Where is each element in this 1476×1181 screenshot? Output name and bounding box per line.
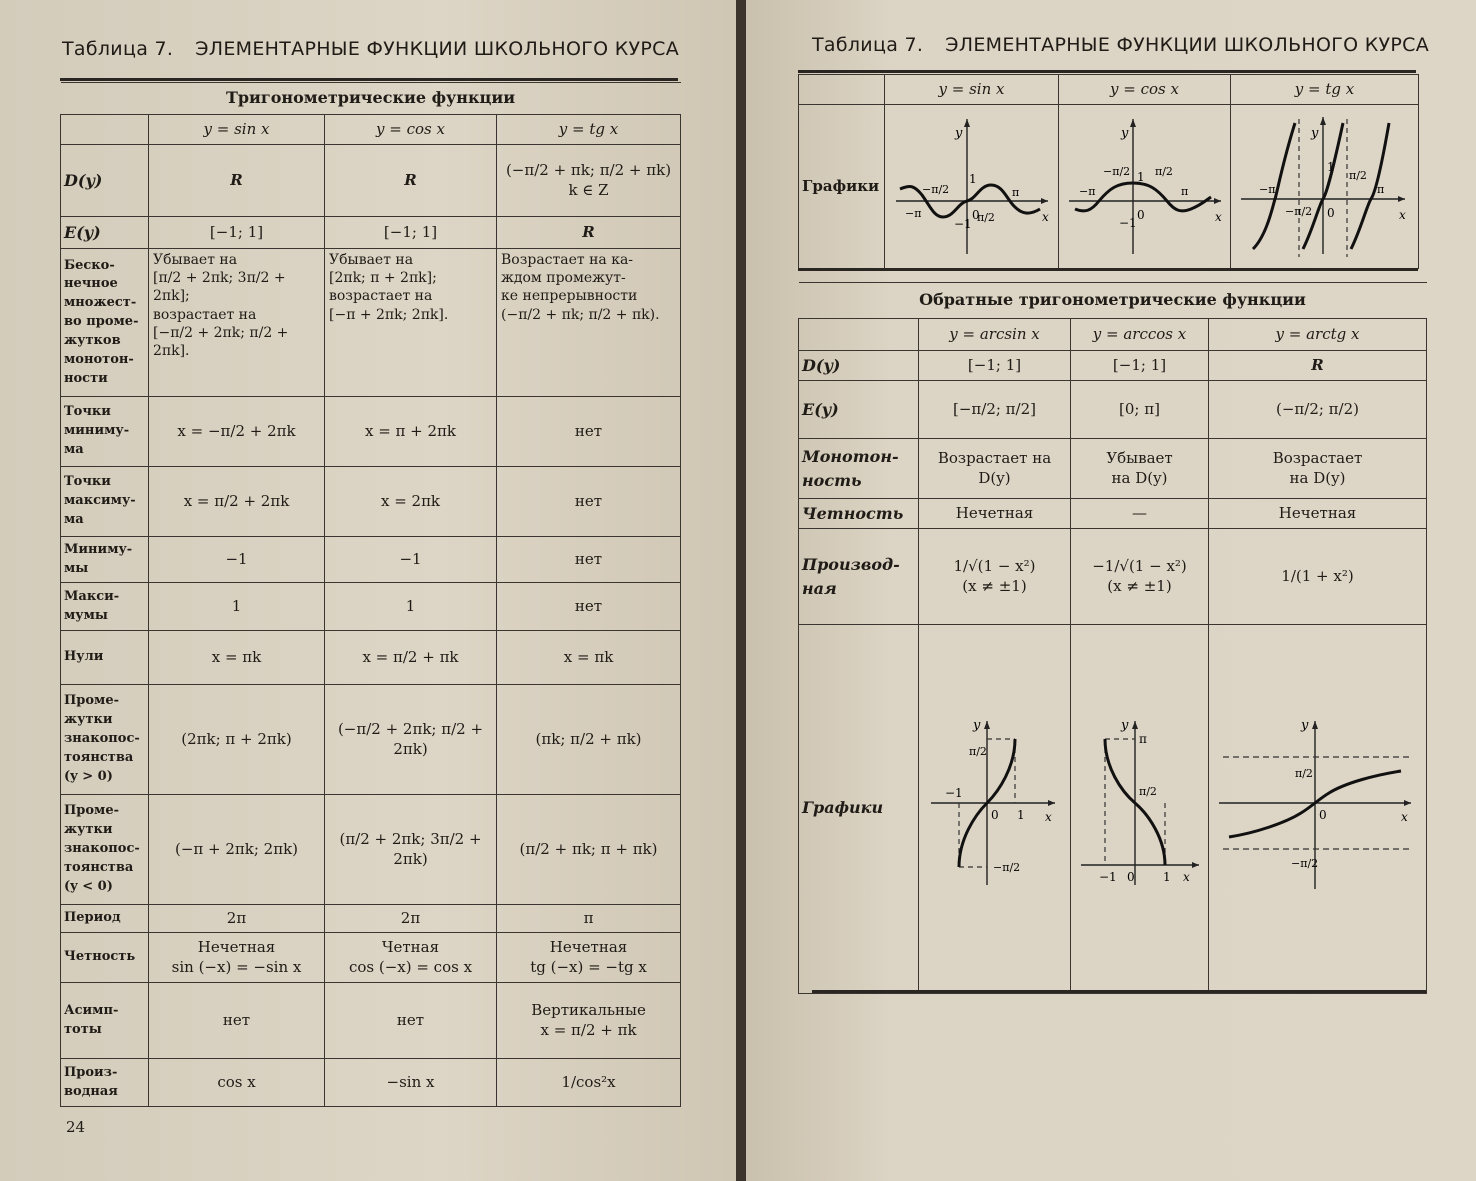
svg-text:0: 0 bbox=[990, 807, 999, 822]
svg-text:y: y bbox=[954, 125, 962, 141]
row-header: Точки миниму- ма bbox=[61, 397, 149, 467]
tg-graph-cell bbox=[1231, 105, 1419, 269]
table-cell: 1/(1 + x²) bbox=[1209, 529, 1427, 625]
table-title: ЭЛЕМЕНТАРНЫЕ ФУНКЦИИ ШКОЛЬНОГО КУРСА bbox=[945, 34, 1430, 56]
table-cell: 2π bbox=[149, 905, 325, 933]
table-row bbox=[61, 795, 681, 905]
table-cell: x = 2πk bbox=[325, 467, 497, 537]
table-cell: 1/cos²x bbox=[497, 1059, 681, 1107]
top-rule bbox=[798, 70, 1416, 73]
column-header: y = tg x bbox=[497, 115, 681, 145]
table-cell: — bbox=[1071, 499, 1209, 529]
table-label: Таблица 7. bbox=[812, 34, 924, 56]
arctg-graph-cell bbox=[1209, 622, 1427, 994]
row-header: Монотон- ность bbox=[799, 439, 919, 499]
table-cell: (−π/2 + 2πk; π/2 + 2πk) bbox=[325, 685, 497, 795]
cos-graph bbox=[1065, 109, 1225, 259]
table-row bbox=[61, 1059, 681, 1107]
svg-text:−π: −π bbox=[1258, 182, 1275, 196]
table-cell: нет bbox=[497, 467, 681, 537]
svg-text:0: 0 bbox=[1136, 207, 1145, 222]
table-cell: x = −π/2 + 2πk bbox=[149, 397, 325, 467]
svg-text:0: 0 bbox=[1127, 869, 1135, 884]
svg-text:π: π bbox=[1376, 182, 1384, 196]
mid-rule bbox=[798, 268, 1418, 271]
table-title: ЭЛЕМЕНТАРНЫЕ ФУНКЦИИ ШКОЛЬНОГО КУРСА bbox=[195, 38, 680, 60]
table-cell: нет bbox=[497, 397, 681, 467]
row-header: Производ- ная bbox=[799, 529, 919, 625]
top-rule bbox=[60, 78, 678, 81]
row-header: Миниму- мы bbox=[61, 537, 149, 583]
table-cell: Нечетная sin (−x) = −sin x bbox=[149, 933, 325, 983]
svg-text:y: y bbox=[1300, 717, 1308, 733]
table-cell: [0; π] bbox=[1071, 381, 1209, 439]
svg-text:1: 1 bbox=[1163, 869, 1171, 884]
corner-cell bbox=[799, 319, 919, 351]
row-header: Точки максиму- ма bbox=[61, 467, 149, 537]
table-row bbox=[61, 983, 681, 1059]
page-header bbox=[812, 34, 1429, 56]
table-row bbox=[61, 145, 681, 217]
svg-text:π/2: π/2 bbox=[1139, 784, 1157, 798]
table-cell: x = π/2 + πk bbox=[325, 631, 497, 685]
column-header: y = cos x bbox=[325, 115, 497, 145]
svg-text:0: 0 bbox=[1326, 205, 1335, 220]
svg-text:−π/2: −π/2 bbox=[1284, 204, 1312, 218]
svg-text:0: 0 bbox=[971, 207, 980, 222]
table-cell: Вертикальные x = π/2 + πk bbox=[497, 983, 681, 1059]
arccos-graph-cell bbox=[1071, 622, 1209, 994]
table-cell: x = π/2 + 2πk bbox=[149, 467, 325, 537]
svg-text:x: x bbox=[1214, 209, 1222, 224]
table-cell: Нечетная bbox=[919, 499, 1071, 529]
table-cell: Убывает на D(y) bbox=[1071, 439, 1209, 499]
arcsin-graph bbox=[925, 715, 1065, 895]
svg-text:−1: −1 bbox=[953, 216, 972, 231]
row-header: Асимп- тоты bbox=[61, 983, 149, 1059]
inverse-trig-table bbox=[798, 282, 1427, 625]
row-head-graphs: Графики bbox=[799, 105, 885, 269]
svg-text:x: x bbox=[1044, 809, 1052, 824]
svg-text:y: y bbox=[1310, 125, 1318, 141]
table-row bbox=[799, 499, 1427, 529]
table-cell: −sin x bbox=[325, 1059, 497, 1107]
arctg-graph bbox=[1215, 715, 1421, 895]
right-page bbox=[746, 0, 1476, 1181]
table-cell: x = πk bbox=[497, 631, 681, 685]
svg-text:−π/2: −π/2 bbox=[1290, 856, 1318, 870]
svg-text:y: y bbox=[1121, 717, 1129, 733]
table-cell: нет bbox=[497, 537, 681, 583]
table-cell: −1/√(1 − x²) (x ≠ ±1) bbox=[1071, 529, 1209, 625]
arcsin-graph-cell bbox=[919, 622, 1071, 994]
table-cell: R bbox=[325, 145, 497, 217]
row-header: D(y) bbox=[799, 351, 919, 381]
svg-text:−π/2: −π/2 bbox=[921, 182, 949, 196]
table-cell: (−π/2 + πk; π/2 + πk) k ∈ Z bbox=[497, 145, 681, 217]
cos-graph-cell bbox=[1059, 105, 1231, 269]
section-title: Обратные тригонометрические функции bbox=[799, 283, 1427, 319]
page-number: 24 bbox=[66, 1118, 86, 1136]
svg-text:−π: −π bbox=[1078, 184, 1095, 198]
svg-text:π/2: π/2 bbox=[968, 744, 987, 758]
row-head-graphs: Графики bbox=[799, 622, 919, 994]
row-header: Макси- мумы bbox=[61, 583, 149, 631]
table-row bbox=[61, 217, 681, 249]
arccos-graph bbox=[1075, 715, 1205, 895]
table-cell: R bbox=[1209, 351, 1427, 381]
svg-text:y: y bbox=[972, 717, 980, 733]
table-cell: [−1; 1] bbox=[149, 217, 325, 249]
row-header: Четность bbox=[61, 933, 149, 983]
table-cell: Убывает на [π/2 + 2πk; 3π/2 + 2πk]; возрастает на [−π/2 + 2πk; π/2 + 2πk]. bbox=[149, 249, 325, 397]
corner-cell bbox=[799, 75, 885, 105]
table-cell: Возрастает на D(y) bbox=[1209, 439, 1427, 499]
column-header: y = cos x bbox=[1059, 75, 1231, 105]
table-row bbox=[799, 351, 1427, 381]
trig-graphs-table bbox=[798, 74, 1419, 269]
table-row bbox=[61, 467, 681, 537]
svg-text:1: 1 bbox=[1136, 169, 1145, 184]
svg-text:x: x bbox=[1183, 869, 1190, 884]
corner-cell bbox=[61, 115, 149, 145]
svg-text:π/2: π/2 bbox=[976, 210, 995, 224]
table-row bbox=[61, 631, 681, 685]
table-cell: −1 bbox=[325, 537, 497, 583]
table-cell: 2π bbox=[325, 905, 497, 933]
svg-text:1: 1 bbox=[1016, 807, 1025, 822]
svg-text:−π: −π bbox=[904, 206, 921, 220]
table-cell: (π/2 + πk; π + πk) bbox=[497, 795, 681, 905]
table-cell: (πk; π/2 + πk) bbox=[497, 685, 681, 795]
table-cell: Убывает на [2πk; π + 2πk]; возрастает на [−π + 2πk; 2πk]. bbox=[325, 249, 497, 397]
svg-text:−1: −1 bbox=[1118, 215, 1137, 230]
table-cell: R bbox=[497, 217, 681, 249]
row-header: E(y) bbox=[799, 381, 919, 439]
svg-text:π/2: π/2 bbox=[1294, 766, 1313, 780]
table-cell: (π/2 + 2πk; 3π/2 + 2πk) bbox=[325, 795, 497, 905]
svg-text:x: x bbox=[1400, 809, 1408, 824]
table-cell: Четная cos (−x) = cos x bbox=[325, 933, 497, 983]
svg-text:1: 1 bbox=[968, 171, 977, 186]
table-cell: [−1; 1] bbox=[919, 351, 1071, 381]
row-header: Нули bbox=[61, 631, 149, 685]
table-row bbox=[61, 905, 681, 933]
table-label: Таблица 7. bbox=[62, 38, 174, 60]
table-cell: нет bbox=[149, 983, 325, 1059]
column-header: y = arctg x bbox=[1209, 319, 1427, 351]
row-header: Четность bbox=[799, 499, 919, 529]
table-row bbox=[61, 583, 681, 631]
table-cell: −1 bbox=[149, 537, 325, 583]
table-row bbox=[61, 685, 681, 795]
table-row bbox=[61, 537, 681, 583]
svg-text:π: π bbox=[1139, 731, 1147, 746]
bottom-rule bbox=[812, 990, 1426, 993]
table-row bbox=[61, 933, 681, 983]
table-row bbox=[799, 529, 1427, 625]
table-row bbox=[61, 397, 681, 467]
table-cell: Нечетная tg (−x) = −tg x bbox=[497, 933, 681, 983]
table-cell: x = π + 2πk bbox=[325, 397, 497, 467]
svg-text:1: 1 bbox=[1326, 159, 1335, 174]
section-title: Тригонометрические функции bbox=[61, 83, 681, 115]
row-header: Беско- нечное множест- во проме- жутков монотон- ности bbox=[61, 249, 149, 397]
svg-text:π/2: π/2 bbox=[1154, 164, 1173, 178]
table-cell: нет bbox=[325, 983, 497, 1059]
svg-text:−1: −1 bbox=[944, 785, 963, 800]
row-header: D(y) bbox=[61, 145, 149, 217]
column-header: y = arcsin x bbox=[919, 319, 1071, 351]
row-header: E(y) bbox=[61, 217, 149, 249]
table-cell: нет bbox=[497, 583, 681, 631]
table-row bbox=[799, 439, 1427, 499]
inverse-graphs-table bbox=[798, 622, 1427, 994]
sin-graph-cell bbox=[885, 105, 1059, 269]
column-header: y = arccos x bbox=[1071, 319, 1209, 351]
page-header bbox=[62, 38, 679, 60]
table-cell: 1/√(1 − x²) (x ≠ ±1) bbox=[919, 529, 1071, 625]
table-cell: [−1; 1] bbox=[325, 217, 497, 249]
table-cell: Нечетная bbox=[1209, 499, 1427, 529]
table-cell: π bbox=[497, 905, 681, 933]
table-row bbox=[61, 249, 681, 397]
svg-text:−π/2: −π/2 bbox=[1102, 164, 1130, 178]
row-header: Период bbox=[61, 905, 149, 933]
table-cell: cos x bbox=[149, 1059, 325, 1107]
row-header: Проме- жутки знакопос- тоянства (y < 0) bbox=[61, 795, 149, 905]
table-cell: (2πk; π + 2πk) bbox=[149, 685, 325, 795]
row-header: Произ- водная bbox=[61, 1059, 149, 1107]
table-cell: Возрастает на ка- ждом промежут- ке непрерывности (−π/2 + πk; π/2 + πk). bbox=[497, 249, 681, 397]
tg-graph bbox=[1237, 109, 1413, 259]
svg-text:0: 0 bbox=[1318, 807, 1327, 822]
column-header: y = sin x bbox=[149, 115, 325, 145]
table-cell: Возрастает на D(y) bbox=[919, 439, 1071, 499]
table-cell: R bbox=[149, 145, 325, 217]
table-cell: (−π/2; π/2) bbox=[1209, 381, 1427, 439]
table-row bbox=[799, 381, 1427, 439]
svg-text:y: y bbox=[1120, 125, 1128, 141]
table-cell: x = πk bbox=[149, 631, 325, 685]
column-header: y = sin x bbox=[885, 75, 1059, 105]
sin-graph bbox=[892, 109, 1052, 259]
svg-text:π: π bbox=[1180, 184, 1188, 198]
trig-functions-table bbox=[60, 82, 681, 1107]
column-header: y = tg x bbox=[1231, 75, 1419, 105]
row-header: Проме- жутки знакопос- тоянства (y > 0) bbox=[61, 685, 149, 795]
svg-text:x: x bbox=[1398, 207, 1406, 222]
table-cell: [−1; 1] bbox=[1071, 351, 1209, 381]
svg-text:π: π bbox=[1011, 185, 1019, 199]
table-cell: (−π + 2πk; 2πk) bbox=[149, 795, 325, 905]
table-cell: [−π/2; π/2] bbox=[919, 381, 1071, 439]
table-cell: 1 bbox=[149, 583, 325, 631]
left-page bbox=[0, 0, 736, 1181]
svg-text:x: x bbox=[1041, 209, 1049, 224]
svg-text:π/2: π/2 bbox=[1348, 168, 1367, 182]
svg-text:−1: −1 bbox=[1099, 869, 1117, 884]
table-cell: 1 bbox=[325, 583, 497, 631]
svg-text:−π/2: −π/2 bbox=[992, 860, 1020, 874]
